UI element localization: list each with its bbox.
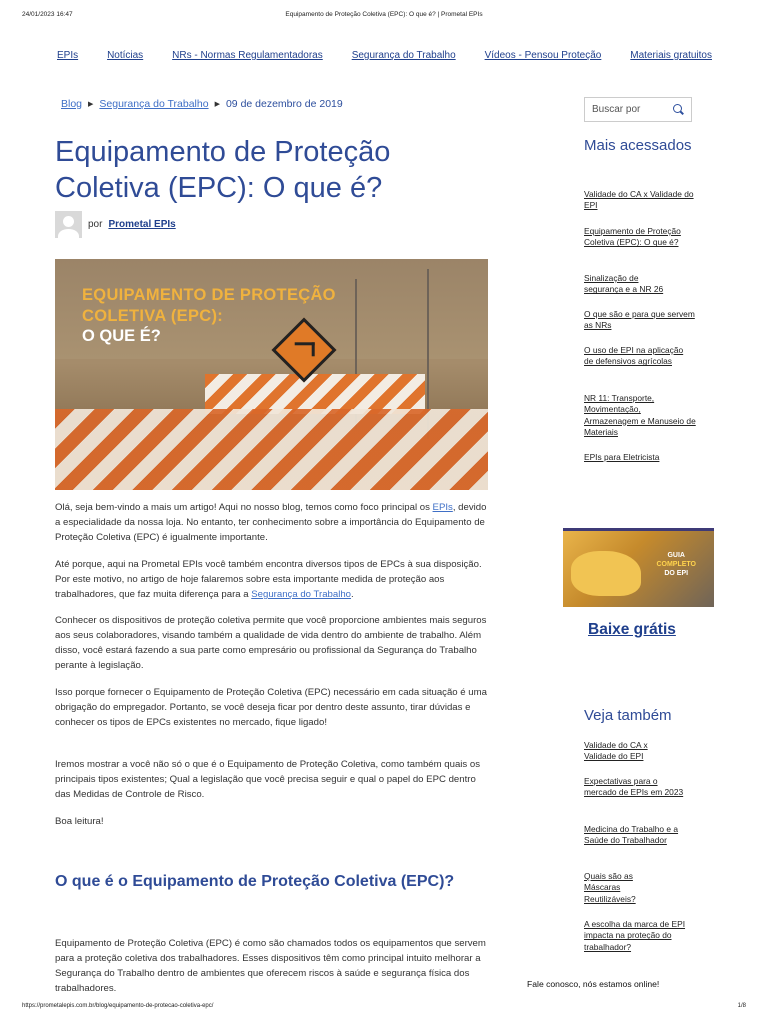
guide-banner-text [656,551,696,578]
most-accessed-link[interactable]: EPIs para Eletricista [584,452,660,462]
article-paragraph: Isso porque fornecer o Equipamento de Proteção Coletiva (EPC) necessário em cada situação é uma obrigação do empregador. Portanto, se você deseja ficar por dentro deste assunto, tirar dúvidas e conhecer os tipos de EPCs existentes no mercado, fique ligado! [55,687,487,728]
see-also-link[interactable]: Medicina do Trabalho e a Saúde do Trabalhador [584,824,679,846]
print-page-title: Equipamento de Proteção Coletiva (EPC): O que é? | Prometal EPIs [285,11,483,18]
guide-line: GUIA [667,552,685,559]
print-header [22,11,746,21]
list-item [584,273,664,296]
breadcrumb-date: 09 de dezembro de 2019 [225,98,343,110]
print-timestamp: 24/01/2023 16:47 [22,11,73,18]
list-item [584,776,688,799]
nav-item-epis[interactable]: EPIs [57,50,79,61]
hero-barricade [205,374,425,414]
print-url: https://prometalepis.com.br/blog/equipamento-de-protecao-coletiva-epc/ [22,1003,214,1009]
paragraph-text: Até porque, aqui na Prometal EPIs você também encontra diversos tipos de EPCs à sua disposição. Por este motivo, no artigo de hoje falaremos sobre esta importante medida de proteção aos trabalhadores, que faz muita diferença para a [55,559,482,600]
most-accessed-link[interactable]: NR 11: Transporte, Movimentação, Armazenagem e Manuseio de Materiais [584,393,696,438]
hero-headline-line2: COLETIVA (EPC): [82,307,224,325]
download-free-link[interactable]: Baixe grátis [588,621,676,638]
nav-item-seguranca[interactable]: Segurança do Trabalho [351,50,456,61]
epis-link[interactable]: EPIs [432,502,453,513]
nav-item-nrs[interactable]: NRs - Normas Regulamentadoras [172,50,323,61]
article-paragraph: Boa leitura! [55,816,104,827]
list-item [584,226,684,249]
list-item [584,919,692,953]
see-also-link[interactable]: A escolha da marca de EPI impacta na proteção do trabalhador? [584,919,686,952]
article-paragraph: Iremos mostrar a você não só o que é o Equipamento de Proteção Coletiva, como também quais os principais tipos existentes; Qual a legislação que você precisa seguir e qual o papel do EPC dentro das Medidas de Controle de Risco. [55,759,481,800]
article-title: Equipamento de Proteção Coletiva (EPC): O que é? [55,136,391,204]
list-item [584,871,664,905]
most-accessed-link[interactable]: Equipamento de Proteção Coletiva (EPC): O que é? [584,226,681,248]
hero-barricade [55,409,488,490]
most-accessed-heading: Mais acessados [584,137,692,154]
most-accessed-link[interactable]: O uso de EPI na aplicação de defensivos agrícolas [584,345,684,367]
most-accessed-link[interactable]: O que são e para que servem as NRs [584,309,695,331]
hero-headline-line3: O QUE É? [82,327,161,345]
seguranca-trabalho-link[interactable]: Segurança do Trabalho [251,589,352,600]
breadcrumb-category-link[interactable]: Segurança do Trabalho [99,98,209,110]
glove-icon [571,551,641,596]
section-heading: O que é o Equipamento de Proteção Coletiva (EPC)? [55,873,455,890]
chat-widget-label[interactable]: Fale conosco, nós estamos online! [527,979,660,989]
list-item [584,393,696,439]
list-item [584,824,690,847]
article-paragraph: Conhecer os dispositivos de proteção coletiva permite que você proporcione ambientes mais seguros aos seus colaboradores, visando também a qualidade de vida dentro do ambiente de trabalho. Além disso, você estará fazendo a sua parte como empresário ou profissional da Segurança do Trabalho perante à legislação. [55,615,487,671]
print-page-number: 1/8 [737,1003,746,1009]
list-item [584,740,674,763]
paragraph-text: , devido a especialidade da nossa loja. No entanto, ter conhecimento sobre a importância do Equipamento de Proteção Coletiva (EPC) é igualmente importante. [55,502,487,543]
list-item [584,345,688,368]
breadcrumb-arrow-icon: ▶ [214,101,220,108]
article-paragraph: Equipamento de Proteção Coletiva (EPC) é como são chamados todos os equipamentos que servem para a proteção coletiva dos trabalhadores. Esses dispositivos têm como principal intuito melhorar a Segurança do Trabalho dentro de ambientes que oferecem riscos à saúde e segurança física dos trabalhadores. [55,938,486,994]
guide-banner[interactable] [563,528,714,607]
list-item [584,189,696,212]
nav-item-materiais[interactable]: Materiais gratuitos [630,50,712,61]
article-paragraph [55,557,488,602]
guide-line: DO EPI [664,570,689,577]
article-paragraph [55,500,488,545]
list-item [584,452,696,463]
breadcrumb [61,98,343,110]
hero-headline [82,285,336,327]
nav-item-videos[interactable]: Vídeos - Pensou Proteção [484,50,602,61]
top-navigation [57,50,712,61]
see-also-heading: Veja também [584,707,672,724]
most-accessed-link[interactable]: Sinalização de segurança e a NR 26 [584,273,664,295]
author-byline [55,211,176,238]
author-link[interactable]: Prometal EPIs [108,219,176,230]
see-also-link[interactable]: Quais são as Máscaras Reutilizáveis? [584,871,636,904]
breadcrumb-blog-link[interactable]: Blog [61,98,83,110]
breadcrumb-arrow-icon: ▶ [88,101,94,108]
search-placeholder: Buscar por [592,104,641,115]
see-also-link[interactable]: Expectativas para o mercado de EPIs em 2023 [584,776,684,798]
author-prefix: por [88,219,103,230]
most-accessed-link[interactable]: Validade do CA x Validade do EPI [584,189,694,211]
hero-image [55,259,488,490]
guide-line: COMPLETO [656,561,696,568]
search-input[interactable] [584,97,692,122]
avatar [55,211,82,238]
print-footer [22,1003,746,1009]
paragraph-text: . [351,589,354,600]
list-item [584,309,696,332]
nav-item-noticias[interactable]: Notícias [107,50,144,61]
paragraph-text: Olá, seja bem-vindo a mais um artigo! Aqui no nosso blog, temos como foco principal os [55,502,433,513]
hero-headline-line1: EQUIPAMENTO DE PROTEÇÃO [82,286,336,304]
see-also-link[interactable]: Validade do CA x Validade do EPI [584,740,648,762]
search-icon[interactable] [673,104,684,115]
